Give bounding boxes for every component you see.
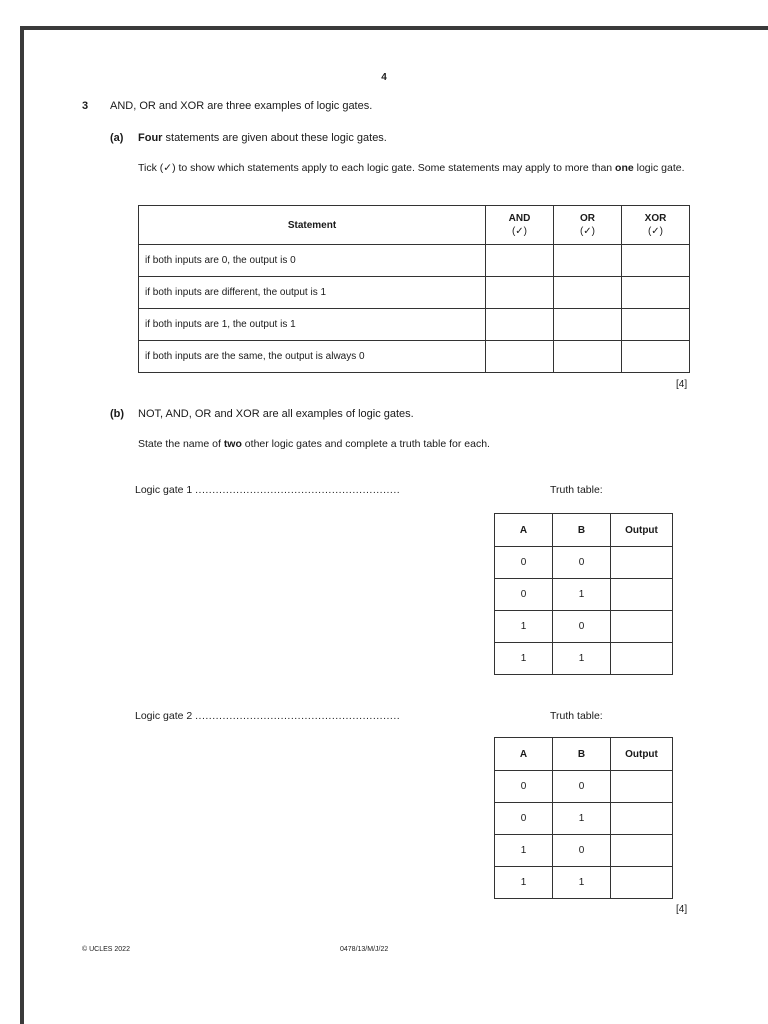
header-or-label: OR (580, 213, 595, 224)
truth-table-2 (494, 737, 673, 899)
or-tick-cell[interactable] (554, 245, 622, 277)
truth-table-1 (494, 513, 673, 675)
or-tick-cell[interactable] (554, 309, 622, 341)
statement-table-header (139, 206, 690, 245)
table-row (495, 835, 673, 867)
part-a-text-bold: Four (138, 132, 163, 144)
xor-tick-cell[interactable] (622, 245, 690, 277)
part-b-instruction-bold: two (223, 438, 242, 450)
part-a-instruction-start: Tick (✓) to show which statements apply to each logic gate. Some statements may apply to more than (138, 162, 616, 174)
part-a-text (138, 132, 387, 144)
output-cell[interactable] (611, 771, 673, 803)
statement-cell: if both inputs are the same, the output is always 0 (139, 341, 486, 373)
and-tick-cell[interactable] (486, 309, 554, 341)
part-a-marks: [4] (676, 379, 688, 390)
part-b-instruction-start: State the name of (138, 438, 224, 450)
page-number: 4 (381, 72, 387, 83)
header-xor-label: XOR (644, 213, 667, 224)
input-b: 1 (553, 867, 611, 899)
statement-cell: if both inputs are 0, the output is 0 (139, 245, 486, 277)
input-a: 0 (495, 771, 553, 803)
table-row (139, 277, 690, 309)
part-a-label: (a) (110, 132, 124, 144)
header-xor-tick: (✓) (647, 226, 664, 237)
table-row (139, 309, 690, 341)
truth-table-2-caption: Truth table: (550, 710, 603, 722)
header-output: Output (611, 738, 673, 771)
output-cell[interactable] (611, 835, 673, 867)
input-b: 0 (553, 771, 611, 803)
input-a: 1 (495, 643, 553, 675)
truth-table-header (495, 738, 673, 771)
input-b: 0 (553, 547, 611, 579)
logic-gate-1-answer[interactable] (135, 484, 400, 496)
part-a-instruction-bold: one (615, 162, 634, 174)
statement-cell: if both inputs are different, the output is 1 (139, 277, 486, 309)
header-a: A (495, 514, 553, 547)
table-row (495, 547, 673, 579)
header-and-label: AND (508, 213, 531, 224)
part-b-instruction-end: other logic gates and complete a truth table for each. (241, 438, 490, 450)
part-b-label: (b) (110, 408, 125, 420)
header-and-tick: (✓) (511, 226, 528, 237)
output-cell[interactable] (611, 643, 673, 675)
input-b: 1 (553, 643, 611, 675)
input-a: 1 (495, 835, 553, 867)
table-row (495, 579, 673, 611)
header-output: Output (611, 514, 673, 547)
header-b: B (553, 738, 611, 771)
part-a-instruction-end: logic gate. (633, 162, 685, 174)
and-tick-cell[interactable] (486, 341, 554, 373)
table-row (495, 643, 673, 675)
header-or (554, 206, 622, 245)
header-a: A (495, 738, 553, 771)
input-b: 1 (553, 579, 611, 611)
answer-line-dots: ............................................................ (195, 710, 401, 722)
input-a: 1 (495, 867, 553, 899)
or-tick-cell[interactable] (554, 277, 622, 309)
or-tick-cell[interactable] (554, 341, 622, 373)
footer-copyright: © UCLES 2022 (82, 946, 130, 953)
table-row (495, 803, 673, 835)
output-cell[interactable] (611, 579, 673, 611)
truth-table-1-caption: Truth table: (550, 484, 603, 496)
input-a: 0 (495, 803, 553, 835)
header-or-tick: (✓) (579, 226, 596, 237)
part-b-marks: [4] (676, 904, 688, 915)
table-row (495, 867, 673, 899)
input-b: 0 (553, 611, 611, 643)
xor-tick-cell[interactable] (622, 277, 690, 309)
and-tick-cell[interactable] (486, 277, 554, 309)
logic-gate-1-label: Logic gate 1 (135, 484, 193, 496)
input-a: 1 (495, 611, 553, 643)
truth-table-header (495, 514, 673, 547)
footer-paper-code: 0478/13/M/J/22 (340, 946, 389, 953)
header-statement-label: Statement (287, 219, 337, 231)
question-text: AND, OR and XOR are three examples of logic gates. (110, 100, 373, 112)
input-a: 0 (495, 547, 553, 579)
part-b-instruction (138, 438, 490, 450)
xor-tick-cell[interactable] (622, 341, 690, 373)
table-row (139, 245, 690, 277)
page-border-left (20, 26, 24, 1024)
part-a-text-rest: statements are given about these logic gates. (162, 132, 387, 144)
header-and (486, 206, 554, 245)
header-b: B (553, 514, 611, 547)
table-row (495, 771, 673, 803)
and-tick-cell[interactable] (486, 245, 554, 277)
xor-tick-cell[interactable] (622, 309, 690, 341)
table-row (495, 611, 673, 643)
output-cell[interactable] (611, 547, 673, 579)
logic-gate-2-answer[interactable] (135, 710, 400, 722)
part-b-text: NOT, AND, OR and XOR are all examples of logic gates. (138, 408, 414, 420)
answer-line-dots: ............................................................ (195, 484, 401, 496)
table-row (139, 341, 690, 373)
output-cell[interactable] (611, 803, 673, 835)
statement-table (138, 205, 690, 373)
part-a-instruction (138, 161, 698, 176)
header-xor (622, 206, 690, 245)
input-b: 1 (553, 803, 611, 835)
output-cell[interactable] (611, 611, 673, 643)
header-statement (139, 206, 486, 245)
page-border-top (20, 26, 768, 30)
statement-cell: if both inputs are 1, the output is 1 (139, 309, 486, 341)
logic-gate-2-label: Logic gate 2 (135, 710, 193, 722)
output-cell[interactable] (611, 867, 673, 899)
input-a: 0 (495, 579, 553, 611)
input-b: 0 (553, 835, 611, 867)
question-number: 3 (82, 100, 89, 112)
